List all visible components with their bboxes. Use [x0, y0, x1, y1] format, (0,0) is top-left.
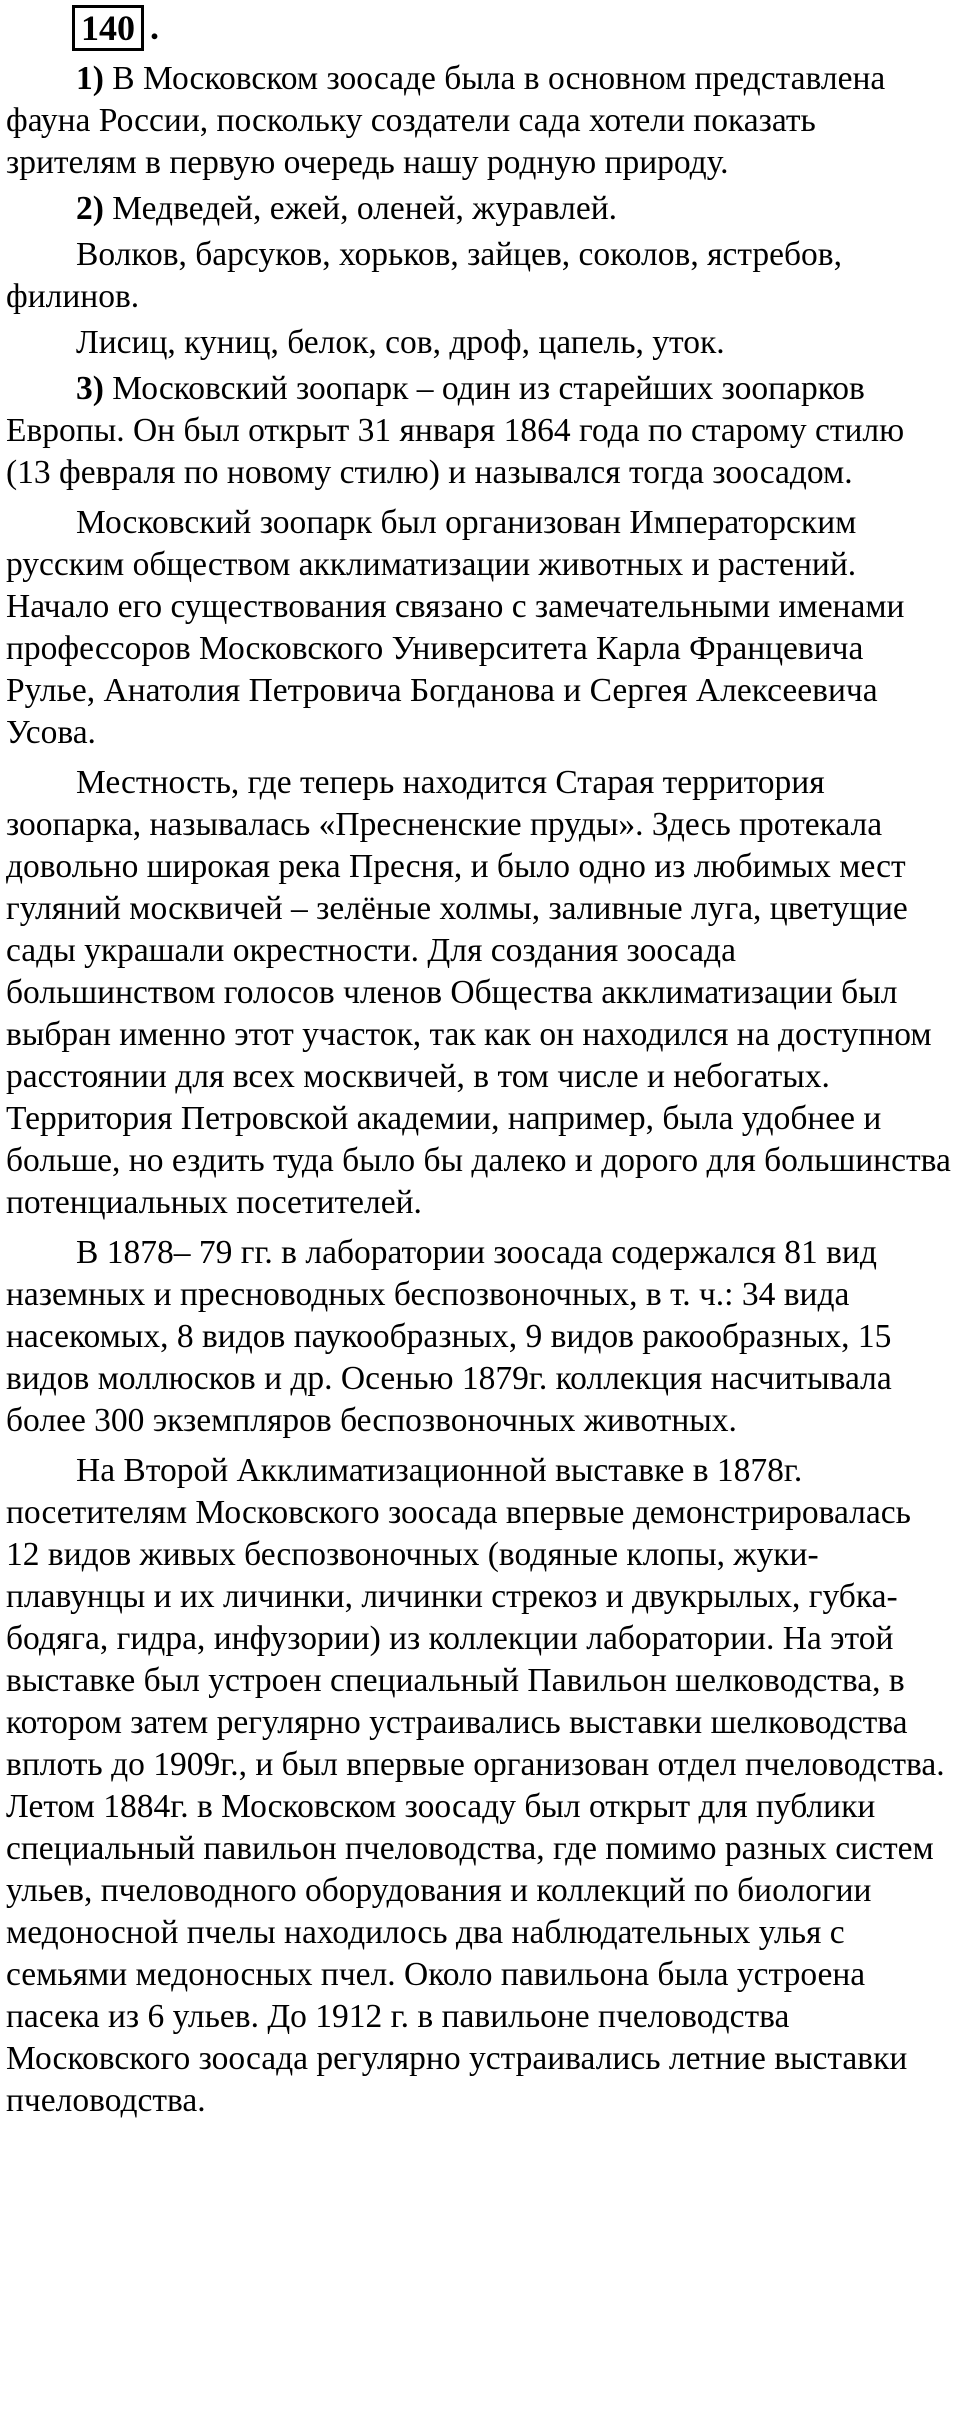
- paragraph-5: [6, 368, 952, 494]
- paragraph-number: 2): [76, 190, 104, 227]
- paragraph-text: В 1878– 79 гг. в лаборатории зоосада содержался 81 вид наземных и пресноводных беспозвоночных, в т. ч.: 34 вида насекомых, 8 видов паукообразных, 9 видов ракообразных, 15 видов моллюсков и др. Осенью 1879г. коллекция насчитывала более 300 экземпляров беспозвоночных животных.: [6, 1234, 892, 1439]
- paragraph-8: [6, 1232, 952, 1442]
- paragraph-text: Медведей, ежей, оленей, журавлей.: [103, 190, 618, 227]
- paragraph-text: Московский зоопарк был организован Императорским русским обществом акклиматизации животных и растений. Начало его существования связано с замечательными именами профессоров Московского Университета Карла Францевича Рулье, Анатолия Петровича Богданова и Сергея Алексеевича Усова.: [6, 504, 905, 751]
- paragraph-1: [6, 58, 952, 184]
- paragraph-text: Лисиц, куниц, белок, сов, дроф, цапель, уток.: [76, 324, 725, 361]
- paragraph-7: [6, 762, 952, 1224]
- paragraph-text: Московский зоопарк – один из старейших зоопарков Европы. Он был открыт 31 января 1864 года по старому стилю (13 февраля по новому стилю) и назывался тогда зоосадом.: [6, 370, 905, 491]
- paragraph-number: 3): [76, 370, 104, 407]
- task-number-box: [72, 5, 144, 51]
- paragraph-number: 1): [76, 60, 104, 97]
- answer-text: [6, 58, 952, 2130]
- task-number: 140: [81, 8, 135, 48]
- paragraph-6: [6, 502, 952, 754]
- paragraph-text: На Второй Акклиматизационной выставке в 1878г. посетителям Московского зоосада впервые демонстрировалась 12 видов живых беспозвоночных (водяные клопы, жуки-плавунцы и их личинки, личинки стрекоз и двукрылых, губка-бодяга, гидра, инфузории) из коллекции лаборатории. На этой выставке был устроен специальный Павильон шелководства, в котором затем регулярно устраивались выставки шелководства вплоть до 1909г., и был впервые организован отдел пчеловодства. Летом 1884г. в Московском зоосаду был открыт для публики специальный павильон пчеловодства, где помимо разных систем ульев, пчеловодного оборудования и коллекций по биологии медоносной пчелы находилось два наблюдательных улья с семьями медоносных пчел. Около павильона была устроена пасека из 6 ульев. До 1912 г. в павильоне пчеловодства Московского зоосада регулярно устраивались летние выставки пчеловодства.: [6, 1452, 945, 2119]
- paragraph-text: В Московском зоосаде была в основном представлена фауна России, поскольку создатели сада хотели показать зрителям в первую очередь нашу родную природу.: [6, 60, 886, 181]
- paragraph-9: [6, 1450, 952, 2122]
- paragraph-3: [6, 234, 952, 318]
- paragraph-text: Местность, где теперь находится Старая территория зоопарка, называлась «Пресненские пруды». Здесь протекала довольно широкая река Пресня, и было одно из любимых мест гуляний москвичей – зелёные холмы, заливные луга, цветущие сады украшали окрестности. Для создания зоосада большинством голосов членов Общества акклиматизации был выбран именно этот участок, так как он находился на доступном расстоянии для всех москвичей, в том числе и небогатых. Территория Петровской академии, например, была удобнее и больше, но ездить туда было бы далеко и дорого для большинства потенциальных посетителей.: [6, 764, 951, 1221]
- paragraph-4: [6, 322, 952, 364]
- paragraph-text: Волков, барсуков, хорьков, зайцев, соколов, ястребов, филинов.: [6, 236, 843, 315]
- task-number-dot: .: [150, 7, 159, 47]
- paragraph-2: [6, 188, 952, 230]
